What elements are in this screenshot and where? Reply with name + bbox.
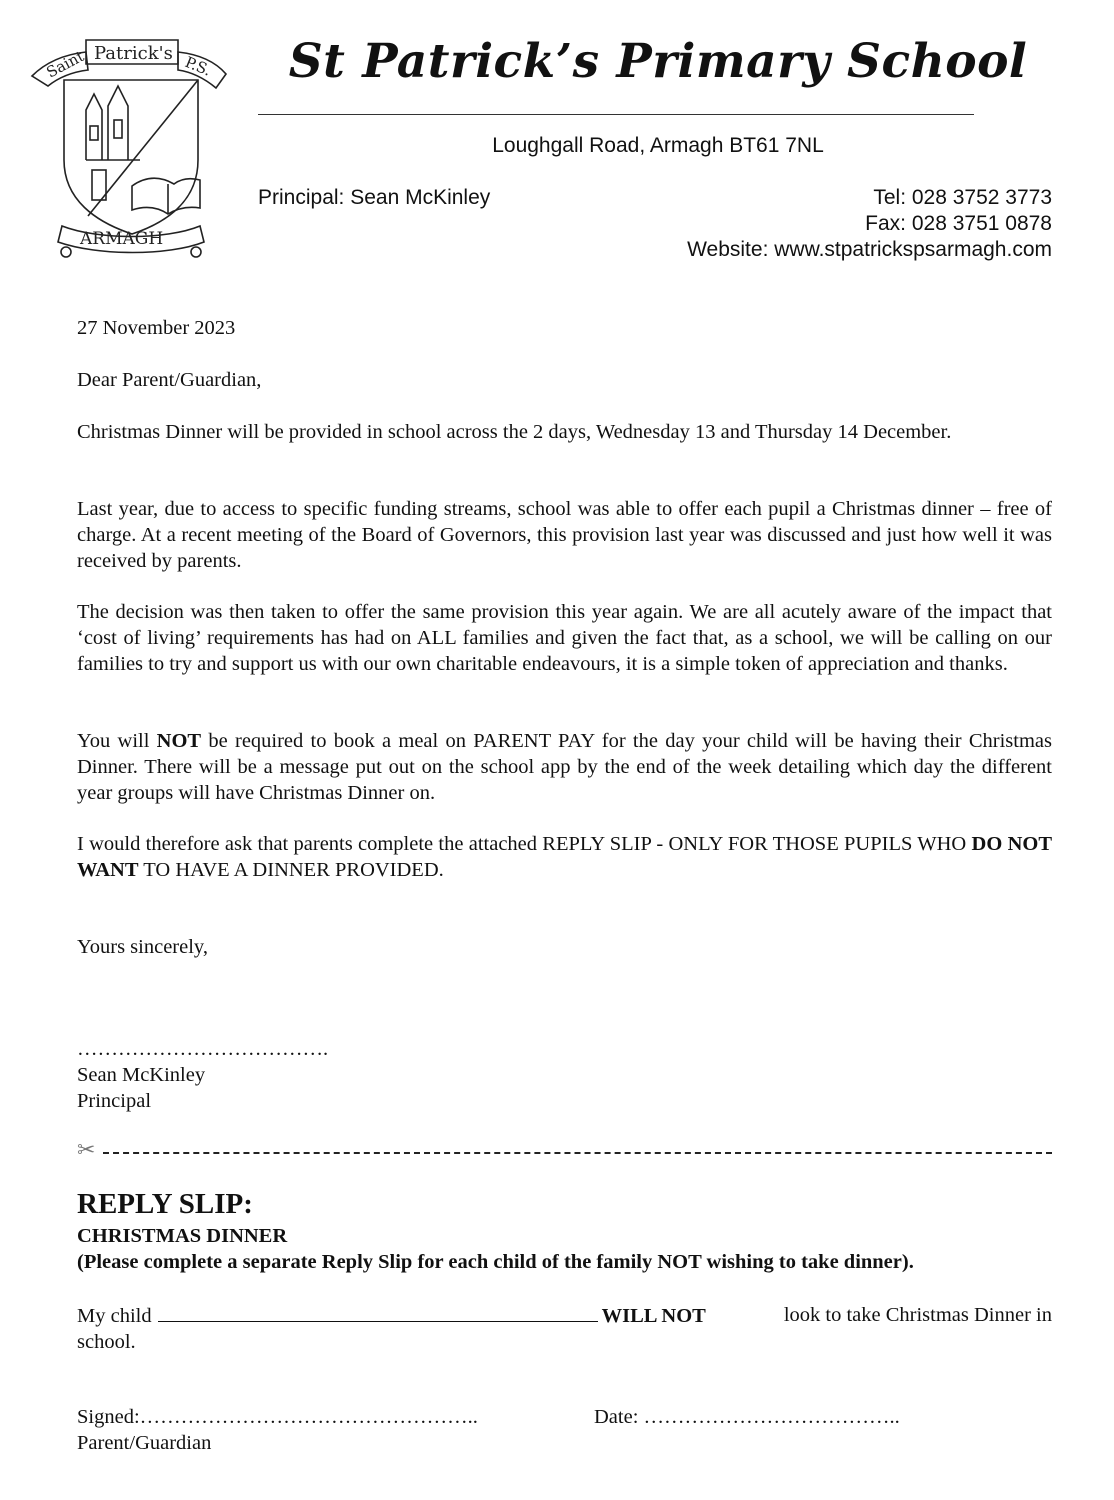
school-name-heading: St Patrick’s Primary School bbox=[288, 34, 1028, 89]
child-suffix-line2: school. bbox=[77, 1331, 136, 1353]
reply-slip-title: REPLY SLIP: bbox=[77, 1188, 253, 1220]
svg-text:Patrick's: Patrick's bbox=[94, 43, 173, 64]
para4-text-start: You will bbox=[77, 730, 157, 752]
svg-text:ARMAGH: ARMAGH bbox=[80, 229, 164, 249]
telephone-number: Tel: 028 3752 3773 bbox=[873, 186, 1052, 209]
paragraph-decision: The decision was then taken to offer the same provision this year again. We are all acutely aware of the impact that ‘cost of living’ requirements has had on ALL families and given the fact that, as a school, we will be calling on our families to try and support us with our own charitable endeavours, it is a simple token of appreciation and thanks. bbox=[77, 601, 1052, 675]
para5-text-start: I would therefore ask that parents complete the attached REPLY SLIP - ONLY FOR THOSE PUPILS WHO bbox=[77, 833, 972, 855]
reply-slip-instruction: (Please complete a separate Reply Slip for each child of the family NOT wishing to take dinner). bbox=[77, 1251, 914, 1273]
parent-guardian-label: Parent/Guardian bbox=[77, 1432, 212, 1454]
school-address: Loughgall Road, Armagh BT61 7NL bbox=[492, 134, 824, 157]
scissors-icon: ✂ bbox=[77, 1138, 96, 1163]
principal-name: Principal: Sean McKinley bbox=[258, 186, 491, 209]
signature-line: ………………………………. bbox=[77, 1038, 329, 1060]
para4-emphasis: NOT bbox=[156, 730, 202, 752]
paragraph-reply-request bbox=[77, 831, 1052, 883]
reply-slip-subtitle: CHRISTMAS DINNER bbox=[77, 1225, 288, 1247]
child-name-statement bbox=[77, 1302, 1052, 1355]
header-divider bbox=[258, 114, 974, 115]
para4-text-end: be required to book a meal on PARENT PAY for the day your child will be having their Christmas Dinner. There will be a message put out on the school app by the end of the week detailing which day the different year groups will have Christmas Dinner on. bbox=[77, 730, 1052, 804]
signed-field[interactable]: Signed:………………………………………….. bbox=[77, 1406, 478, 1428]
date-field[interactable]: Date: ……………………………….. bbox=[594, 1406, 900, 1428]
salutation: Dear Parent/Guardian, bbox=[77, 369, 262, 391]
letter-date: 27 November 2023 bbox=[77, 317, 236, 339]
svg-text:Saint: Saint bbox=[43, 46, 87, 82]
child-name-field[interactable] bbox=[158, 1302, 598, 1322]
school-crest-logo bbox=[28, 30, 236, 266]
dashed-divider bbox=[103, 1152, 1052, 1154]
paragraph-last-year: Last year, due to access to specific funding streams, school was able to offer each pupil a Christmas dinner – free of charge. At a recent meeting of the Board of Governors, this provision last year was discussed and just how well it was received by parents. bbox=[77, 498, 1052, 572]
website-address: Website: www.stpatrickspsarmagh.com bbox=[687, 238, 1052, 261]
fax-number: Fax: 028 3751 0878 bbox=[865, 212, 1052, 235]
svg-text:P.S.: P.S. bbox=[182, 53, 214, 80]
signatory-name: Sean McKinley bbox=[77, 1064, 206, 1086]
signatory-role: Principal bbox=[77, 1090, 152, 1112]
will-not-emphasis: WILL NOT bbox=[601, 1305, 706, 1327]
cut-here-line bbox=[77, 1140, 1052, 1164]
child-prefix: My child bbox=[77, 1305, 152, 1327]
closing: Yours sincerely, bbox=[77, 936, 208, 958]
para5-emphasis: DO NOT WANT bbox=[77, 833, 1052, 881]
child-suffix: look to take Christmas Dinner in bbox=[783, 1304, 1052, 1326]
para5-text-end: TO HAVE A DINNER PROVIDED. bbox=[138, 859, 444, 881]
paragraph-parent-pay bbox=[77, 728, 1052, 806]
paragraph-dinner-dates: Christmas Dinner will be provided in school across the 2 days, Wednesday 13 and Thursday 14 December. bbox=[77, 421, 952, 443]
